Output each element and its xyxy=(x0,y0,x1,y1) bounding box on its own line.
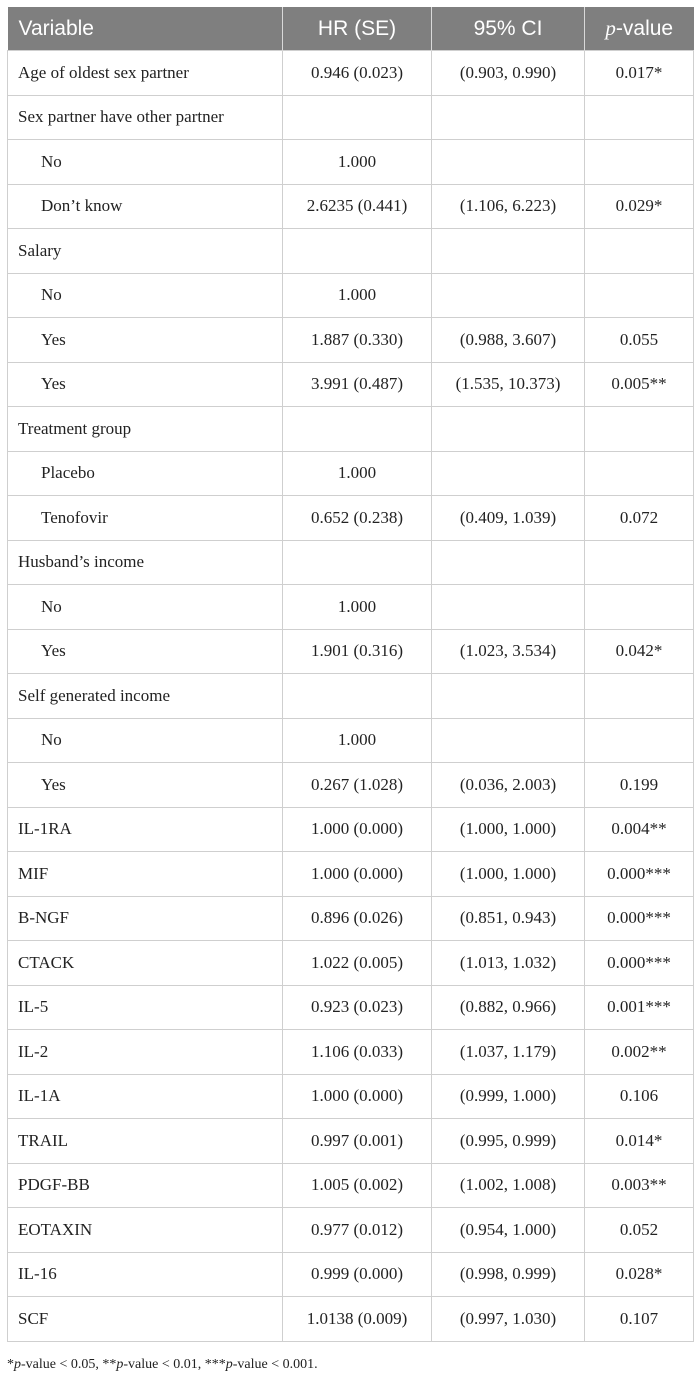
header-ci: 95% CI xyxy=(432,7,585,51)
cell-ci xyxy=(432,229,585,274)
cell-hr-se: 0.652 (0.238) xyxy=(283,496,432,541)
cell-ci: (0.851, 0.943) xyxy=(432,896,585,941)
cell-ci: (0.988, 3.607) xyxy=(432,318,585,363)
cell-p-value: 0.052 xyxy=(585,1208,694,1253)
header-p-value xyxy=(585,7,694,51)
cell-ci: (1.023, 3.534) xyxy=(432,629,585,674)
table-row xyxy=(8,318,694,363)
cell-variable: Yes xyxy=(8,318,283,363)
cell-variable: B-NGF xyxy=(8,896,283,941)
table-row xyxy=(8,896,694,941)
cell-ci: (0.995, 0.999) xyxy=(432,1119,585,1164)
cell-variable: CTACK xyxy=(8,941,283,986)
cell-hr-se: 1.0138 (0.009) xyxy=(283,1297,432,1342)
cell-variable: IL-1RA xyxy=(8,807,283,852)
cell-p-value xyxy=(585,585,694,630)
table-row xyxy=(8,1030,694,1075)
footnote-text-1: -value < 0.05, ** xyxy=(21,1357,117,1372)
table-row xyxy=(8,184,694,229)
cell-ci xyxy=(432,273,585,318)
cell-ci xyxy=(432,140,585,185)
cell-hr-se xyxy=(283,540,432,585)
cell-variable: IL-2 xyxy=(8,1030,283,1075)
table-header xyxy=(8,7,694,51)
cell-ci: (0.409, 1.039) xyxy=(432,496,585,541)
cell-hr-se: 1.000 xyxy=(283,585,432,630)
cell-ci: (0.036, 2.003) xyxy=(432,763,585,808)
cell-hr-se: 0.923 (0.023) xyxy=(283,985,432,1030)
cell-p-value xyxy=(585,540,694,585)
footnote-star: * xyxy=(7,1357,14,1372)
table-row xyxy=(8,407,694,452)
table-row xyxy=(8,229,694,274)
cell-hr-se xyxy=(283,407,432,452)
cell-hr-se: 1.005 (0.002) xyxy=(283,1163,432,1208)
cell-ci: (1.106, 6.223) xyxy=(432,184,585,229)
table-row xyxy=(8,1208,694,1253)
cell-variable: No xyxy=(8,718,283,763)
cell-ci: (0.997, 1.030) xyxy=(432,1297,585,1342)
cell-p-value: 0.017* xyxy=(585,51,694,96)
cell-p-value: 0.000*** xyxy=(585,852,694,897)
header-variable: Variable xyxy=(8,7,283,51)
cell-p-value xyxy=(585,451,694,496)
cell-variable: Placebo xyxy=(8,451,283,496)
cell-ci: (1.000, 1.000) xyxy=(432,807,585,852)
cell-p-value: 0.014* xyxy=(585,1119,694,1164)
cell-variable: Sex partner have other partner xyxy=(8,95,283,140)
cell-p-value: 0.106 xyxy=(585,1074,694,1119)
cell-variable: IL-16 xyxy=(8,1252,283,1297)
cell-variable: SCF xyxy=(8,1297,283,1342)
cell-p-value: 0.003** xyxy=(585,1163,694,1208)
table-row xyxy=(8,273,694,318)
cell-p-value: 0.002** xyxy=(585,1030,694,1075)
header-p-suffix: -value xyxy=(615,17,674,40)
table-row xyxy=(8,1074,694,1119)
cell-p-value xyxy=(585,674,694,719)
cell-p-value xyxy=(585,229,694,274)
cell-ci: (1.013, 1.032) xyxy=(432,941,585,986)
footnote-text-3: -value < 0.001. xyxy=(232,1357,318,1372)
cell-hr-se: 1.000 xyxy=(283,718,432,763)
cell-hr-se xyxy=(283,95,432,140)
footnote-text-2: -value < 0.01, *** xyxy=(123,1357,226,1372)
cell-hr-se xyxy=(283,229,432,274)
table-row xyxy=(8,140,694,185)
table-row xyxy=(8,763,694,808)
table-row xyxy=(8,51,694,96)
cell-variable: Husband’s income xyxy=(8,540,283,585)
cell-hr-se xyxy=(283,674,432,719)
cell-ci xyxy=(432,718,585,763)
cell-hr-se: 1.000 (0.000) xyxy=(283,852,432,897)
cell-hr-se: 1.000 xyxy=(283,451,432,496)
cell-variable: PDGF-BB xyxy=(8,1163,283,1208)
cell-variable: Yes xyxy=(8,629,283,674)
cell-ci xyxy=(432,95,585,140)
cell-hr-se: 0.267 (1.028) xyxy=(283,763,432,808)
cell-p-value: 0.000*** xyxy=(585,896,694,941)
cell-p-value: 0.000*** xyxy=(585,941,694,986)
cell-ci: (0.999, 1.000) xyxy=(432,1074,585,1119)
table-row xyxy=(8,1163,694,1208)
cell-ci xyxy=(432,451,585,496)
cell-variable: No xyxy=(8,140,283,185)
cell-p-value xyxy=(585,95,694,140)
cell-variable: Self generated income xyxy=(8,674,283,719)
cell-hr-se: 0.896 (0.026) xyxy=(283,896,432,941)
cell-ci xyxy=(432,407,585,452)
cell-p-value: 0.107 xyxy=(585,1297,694,1342)
cell-p-value: 0.005** xyxy=(585,362,694,407)
cell-hr-se: 1.106 (0.033) xyxy=(283,1030,432,1075)
cell-variable: Tenofovir xyxy=(8,496,283,541)
header-hr-se: HR (SE) xyxy=(283,7,432,51)
table-row xyxy=(8,852,694,897)
footnote-p-1: p xyxy=(14,1357,21,1372)
cell-variable: Don’t know xyxy=(8,184,283,229)
cell-p-value xyxy=(585,273,694,318)
table-row xyxy=(8,496,694,541)
cell-ci: (1.535, 10.373) xyxy=(432,362,585,407)
footnote xyxy=(7,1357,318,1373)
table-row xyxy=(8,585,694,630)
header-p-italic: p xyxy=(605,16,616,40)
cell-hr-se: 0.997 (0.001) xyxy=(283,1119,432,1164)
cell-variable: Yes xyxy=(8,763,283,808)
cell-ci: (1.000, 1.000) xyxy=(432,852,585,897)
cell-p-value: 0.028* xyxy=(585,1252,694,1297)
cell-variable: No xyxy=(8,585,283,630)
table-row xyxy=(8,718,694,763)
cell-ci: (0.954, 1.000) xyxy=(432,1208,585,1253)
cell-variable: Treatment group xyxy=(8,407,283,452)
cell-hr-se: 1.000 xyxy=(283,140,432,185)
footnote-p-3: p xyxy=(225,1357,233,1372)
cell-hr-se: 1.887 (0.330) xyxy=(283,318,432,363)
cell-hr-se: 1.022 (0.005) xyxy=(283,941,432,986)
table-row xyxy=(8,540,694,585)
table-row xyxy=(8,985,694,1030)
cell-ci: (0.903, 0.990) xyxy=(432,51,585,96)
cell-hr-se: 1.000 (0.000) xyxy=(283,807,432,852)
cell-variable: EOTAXIN xyxy=(8,1208,283,1253)
cell-ci: (0.998, 0.999) xyxy=(432,1252,585,1297)
table-row xyxy=(8,941,694,986)
cell-ci: (1.037, 1.179) xyxy=(432,1030,585,1075)
cell-variable: Salary xyxy=(8,229,283,274)
cell-variable: MIF xyxy=(8,852,283,897)
cell-variable: Yes xyxy=(8,362,283,407)
table-row xyxy=(8,95,694,140)
cell-ci xyxy=(432,540,585,585)
cell-hr-se: 2.6235 (0.441) xyxy=(283,184,432,229)
cell-p-value xyxy=(585,140,694,185)
cell-hr-se: 1.000 xyxy=(283,273,432,318)
cell-hr-se: 0.977 (0.012) xyxy=(283,1208,432,1253)
cell-hr-se: 1.901 (0.316) xyxy=(283,629,432,674)
cell-p-value xyxy=(585,718,694,763)
table-body xyxy=(8,51,694,1342)
table-row xyxy=(8,1252,694,1297)
footnote-p-2: p xyxy=(116,1357,124,1372)
cell-ci: (1.002, 1.008) xyxy=(432,1163,585,1208)
cell-ci xyxy=(432,674,585,719)
cell-p-value: 0.029* xyxy=(585,184,694,229)
header-row xyxy=(8,7,694,51)
cell-p-value: 0.001*** xyxy=(585,985,694,1030)
cell-variable: IL-1A xyxy=(8,1074,283,1119)
table-row xyxy=(8,1297,694,1342)
table-row xyxy=(8,362,694,407)
cell-ci: (0.882, 0.966) xyxy=(432,985,585,1030)
table-row xyxy=(8,1119,694,1164)
cell-variable: Age of oldest sex partner xyxy=(8,51,283,96)
cell-p-value xyxy=(585,407,694,452)
cell-variable: IL-5 xyxy=(8,985,283,1030)
cell-p-value: 0.042* xyxy=(585,629,694,674)
cell-variable: TRAIL xyxy=(8,1119,283,1164)
results-table xyxy=(7,7,694,1342)
table-row xyxy=(8,451,694,496)
cell-hr-se: 1.000 (0.000) xyxy=(283,1074,432,1119)
table-row xyxy=(8,807,694,852)
cell-p-value: 0.199 xyxy=(585,763,694,808)
table-row xyxy=(8,674,694,719)
table-row xyxy=(8,629,694,674)
cell-hr-se: 0.946 (0.023) xyxy=(283,51,432,96)
cell-p-value: 0.072 xyxy=(585,496,694,541)
cell-hr-se: 0.999 (0.000) xyxy=(283,1252,432,1297)
cell-p-value: 0.055 xyxy=(585,318,694,363)
cell-hr-se: 3.991 (0.487) xyxy=(283,362,432,407)
cell-ci xyxy=(432,585,585,630)
cell-p-value: 0.004** xyxy=(585,807,694,852)
cell-variable: No xyxy=(8,273,283,318)
